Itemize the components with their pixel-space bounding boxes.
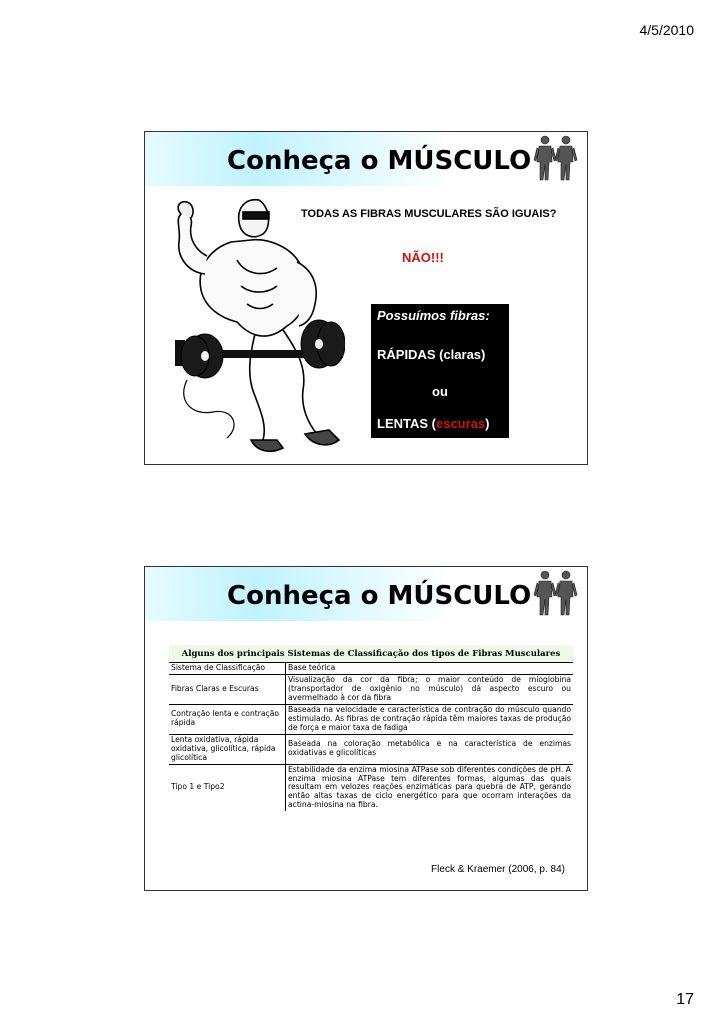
table-cell-system: Fibras Claras e Escuras	[169, 674, 286, 704]
box-line-3: ou	[432, 384, 448, 399]
slide-question: TODAS AS FIBRAS MUSCULARES SÃO IGUAIS?	[301, 208, 557, 220]
table-cell-system: Contração lenta e contração rápida	[169, 704, 286, 734]
slide-1	[144, 131, 588, 465]
title-band	[145, 132, 587, 186]
anatomy-figures-icon	[533, 134, 579, 184]
table-header-basis: Base teórica	[286, 663, 574, 675]
page-number: 17	[676, 991, 694, 1008]
table-cell-system: Lenta oxidativa, rápida oxidativa, glicolítica, rápida glicolítica	[169, 734, 286, 764]
table-caption-row	[169, 645, 573, 663]
box-line-2: RÁPIDAS (claras)	[377, 347, 486, 362]
title-band	[145, 567, 587, 621]
classification-table	[169, 645, 573, 811]
slide-title: Conheça o MÚSCULO	[227, 146, 532, 176]
box-line-4-prefix: LENTAS (	[377, 416, 436, 431]
slide-title: Conheça o MÚSCULO	[227, 581, 532, 611]
table-header-row	[169, 663, 573, 675]
table-cell-system: Tipo 1 e Tipo2	[169, 764, 286, 811]
table-header-system: Sistema de Classificação	[169, 663, 286, 675]
table-cell-basis: Baseada na velocidade e característica de contração do músculo quando estimulado. As fibras de contração rápida têm maiores taxas de produção de força e maior taxa de fadiga	[286, 704, 574, 734]
page-date: 4/5/2010	[639, 22, 694, 38]
box-line-4	[377, 416, 489, 431]
table-caption: Alguns dos principais Sistemas de Classificação dos tipos de Fibras Musculares	[169, 645, 573, 663]
table-cell-basis: Baseada na coloração metabólica e na característica de enzimas oxidativas e glicolíticas	[286, 734, 574, 764]
fiber-types-box	[371, 304, 509, 438]
table-cell-basis: Estabilidade da enzima miosina ATPase sob diferentes condições de pH. A enzima miosina ATPase tem diferentes formas, algumas das quais resultam em velozes reações enzimáticas para quebra de ATP, gerando então altas taxas de ciclo energético para que ocorram interações da actina-miosina na fibra.	[286, 764, 574, 811]
table-row	[169, 674, 573, 704]
table-row	[169, 704, 573, 734]
slide-2	[144, 566, 588, 891]
bodybuilder-illustration	[167, 190, 345, 458]
anatomy-figures-icon	[533, 569, 579, 619]
box-line-4-suffix: )	[485, 416, 490, 431]
box-line-1: Possuímos fibras:	[377, 308, 490, 323]
reference-citation: Fleck & Kraemer (2006, p. 84)	[431, 864, 565, 875]
table-row	[169, 734, 573, 764]
table-cell-basis: Visualização da cor da fibra; o maior conteúdo de mioglobina (transportador de oxigênio no músculo) dá aspecto escuro ou avermelhado à cor da fibra	[286, 674, 574, 704]
table-row	[169, 764, 573, 811]
slide-answer: NÃO!!!	[402, 250, 444, 265]
box-line-4-red: escuras	[435, 416, 486, 431]
